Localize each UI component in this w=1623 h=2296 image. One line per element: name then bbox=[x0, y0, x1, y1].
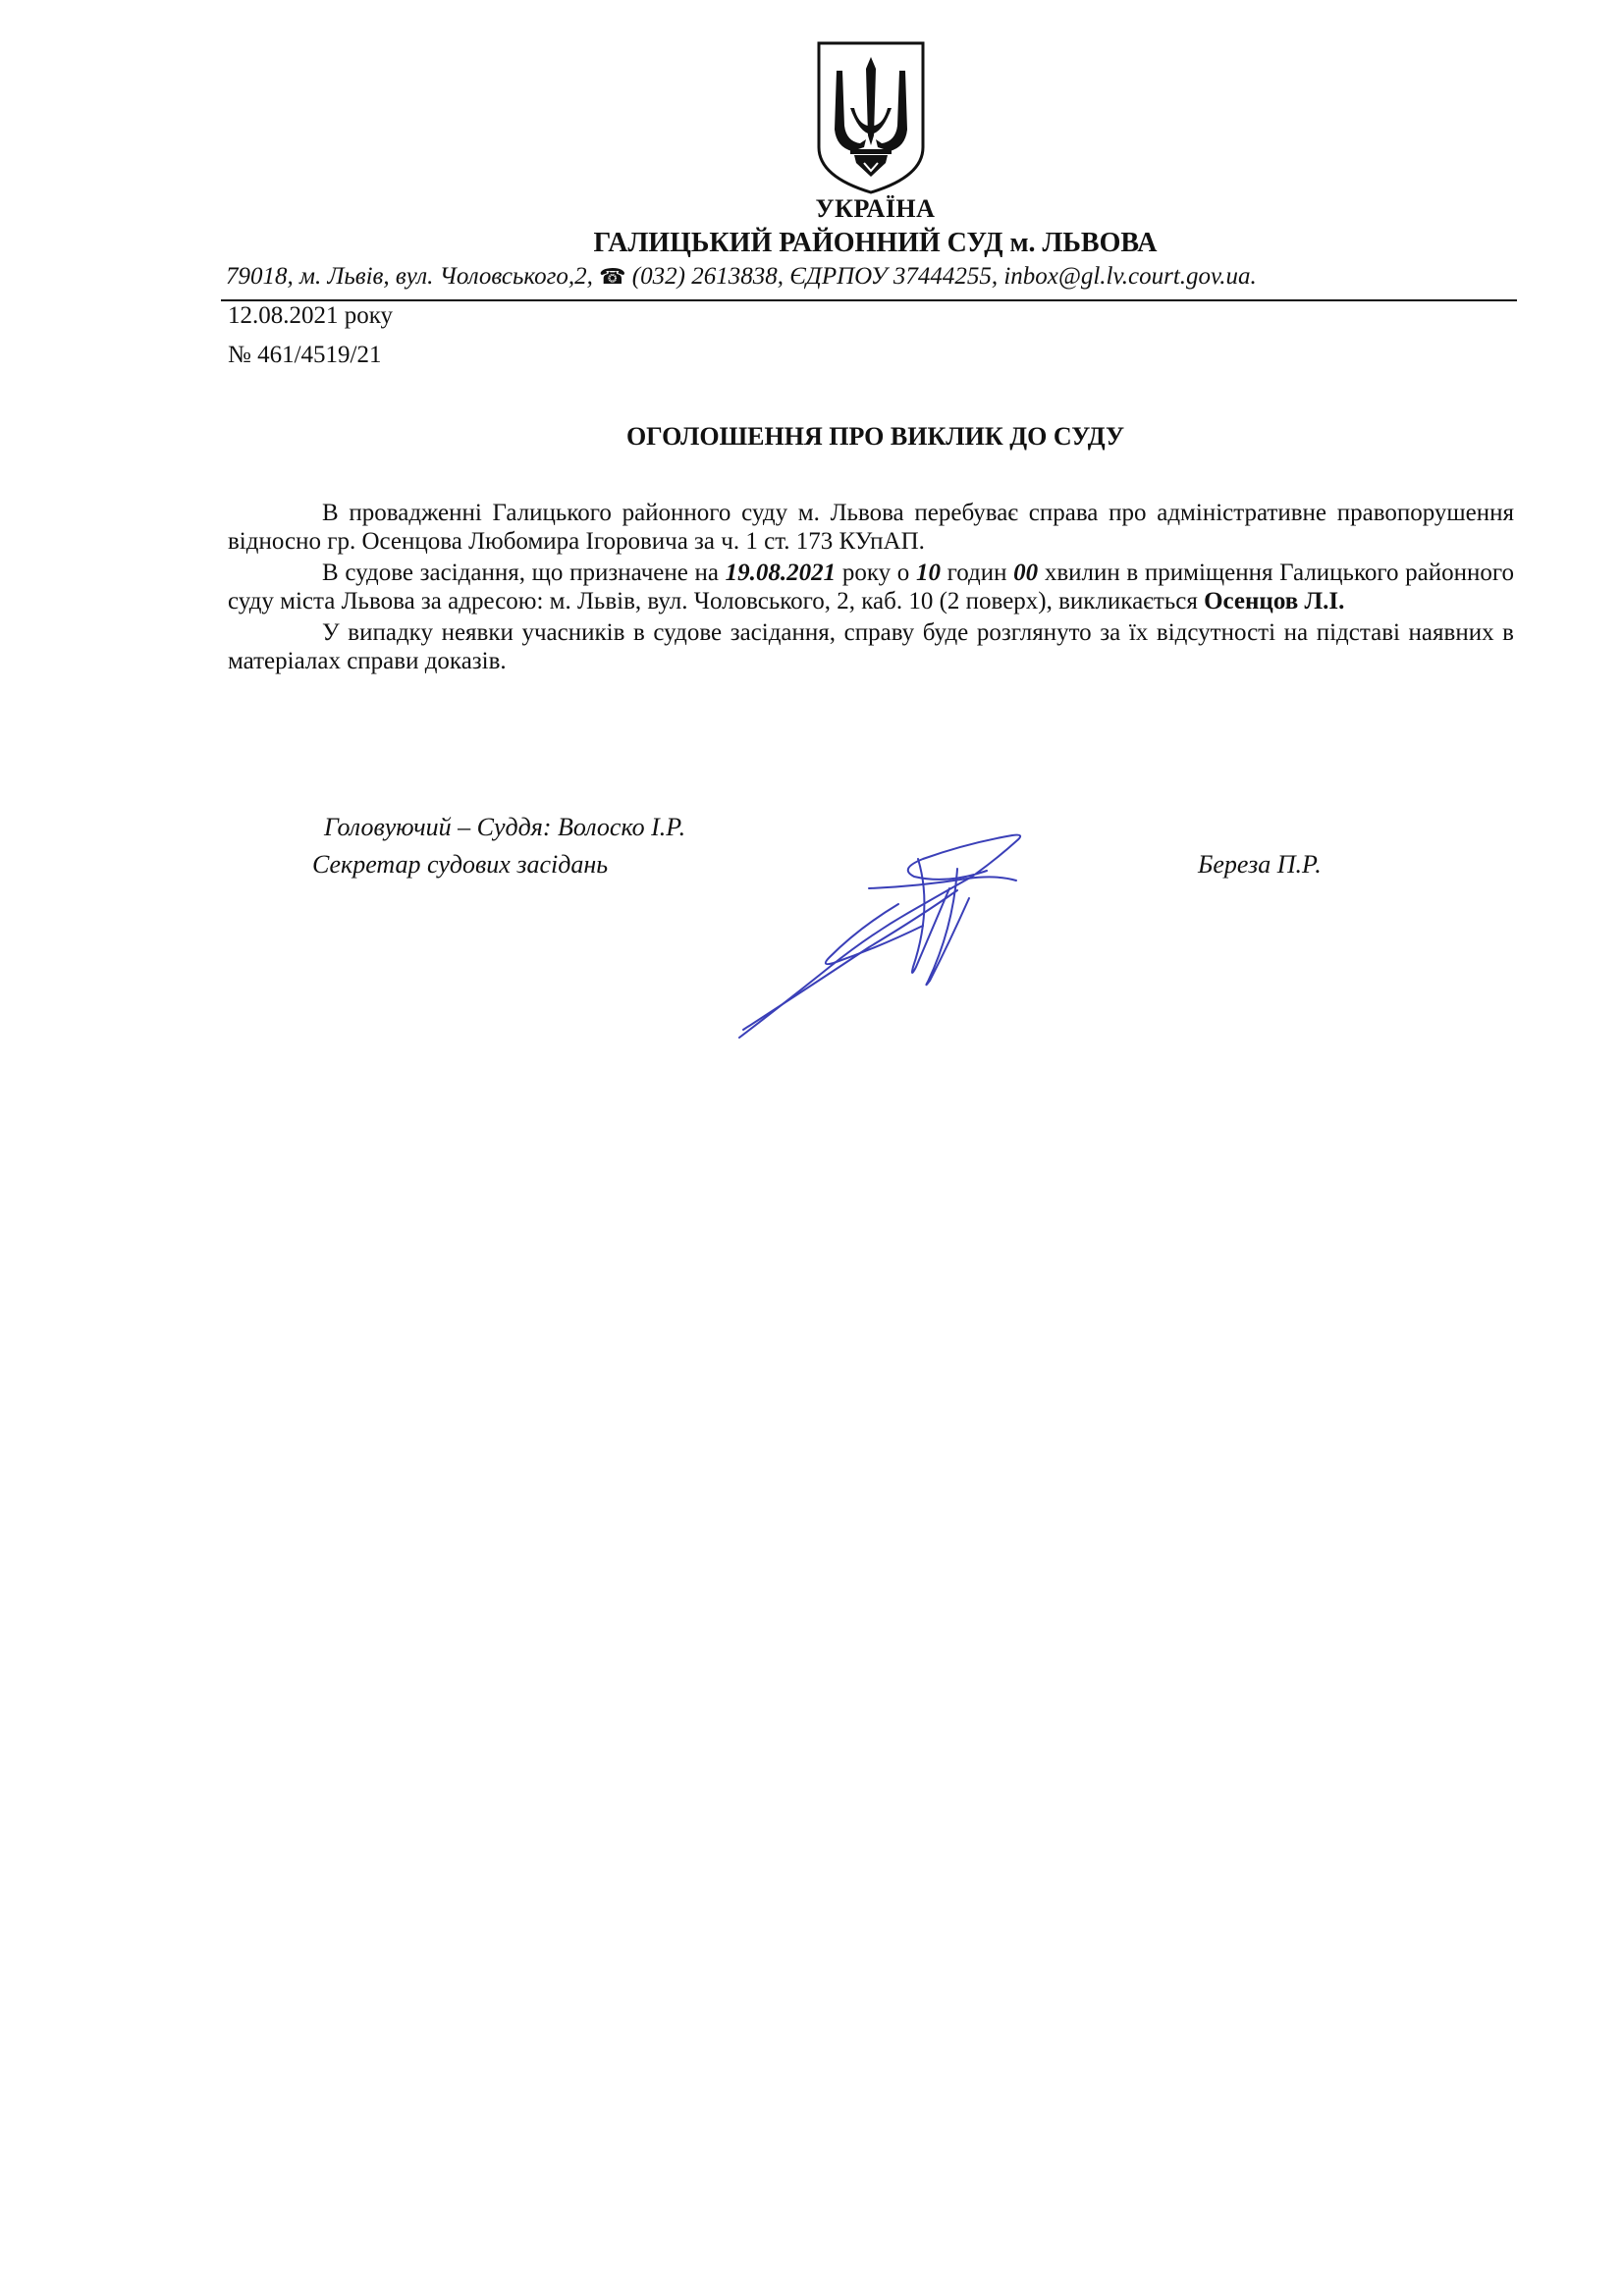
hearing-text-d: хвилин в приміщення Галицького районного суду міста Львова за адресою: м. Львів, вул. Чоловського, 2, каб. 10 (2 поверх), викликається bbox=[228, 560, 1514, 614]
telephone-icon: ☎ bbox=[599, 264, 626, 289]
address-street: 79018, м. Львів, вул. Чоловського,2, bbox=[226, 263, 593, 290]
document-title: ОГОЛОШЕННЯ ПРО ВИКЛИК ДО СУДУ bbox=[625, 422, 1125, 451]
paragraph-absence: У випадку неявки учасників в судове засідання, справу буде розглянуто за їх відсутності на підставі наявних в матеріалах справи доказів. bbox=[228, 619, 1514, 674]
document-date: 12.08.2021 року bbox=[228, 302, 394, 329]
presiding-judge: Головуючий – Суддя: Волоско І.Р. bbox=[324, 813, 686, 841]
secretary-name: Береза П.Р. bbox=[1198, 850, 1322, 879]
paragraph-case: В провадженні Галицького районного суду м. Львова перебуває справа про адміністративне правопорушення відносно гр. Осенцова Любомира Ігоровича за ч. 1 ст. 173 КУпАП. bbox=[228, 500, 1514, 555]
case-number: № 461/4519/21 bbox=[228, 342, 382, 368]
hearing-text-a: В судове засідання, що призначене на bbox=[322, 560, 726, 586]
secretary-label: Секретар судових засідань bbox=[312, 850, 609, 879]
ukraine-coat-of-arms-icon bbox=[815, 39, 927, 196]
paragraph-hearing bbox=[228, 559, 1514, 615]
hearing-text-c: годин bbox=[940, 560, 1014, 586]
hearing-minutes: 00 bbox=[1013, 560, 1039, 586]
hearing-hours: 10 bbox=[915, 560, 941, 586]
address-contacts: (032) 2613838, ЄДРПОУ 37444255, inbox@gl.lv.court.gov.ua. bbox=[631, 263, 1257, 290]
court-address bbox=[226, 263, 1483, 291]
notice-body bbox=[228, 499, 1514, 675]
handwritten-signature bbox=[722, 820, 1055, 1050]
header-divider bbox=[221, 299, 1517, 301]
court-name-heading: ГАЛИЦЬКИЙ РАЙОННИЙ СУД м. ЛЬВОВА bbox=[593, 228, 1158, 258]
hearing-text-b: року о bbox=[836, 560, 916, 586]
hearing-date: 19.08.2021 bbox=[725, 560, 837, 586]
summoned-person: Осенцов Л.І. bbox=[1204, 588, 1345, 614]
country-heading: УКРАЇНА bbox=[815, 194, 936, 223]
